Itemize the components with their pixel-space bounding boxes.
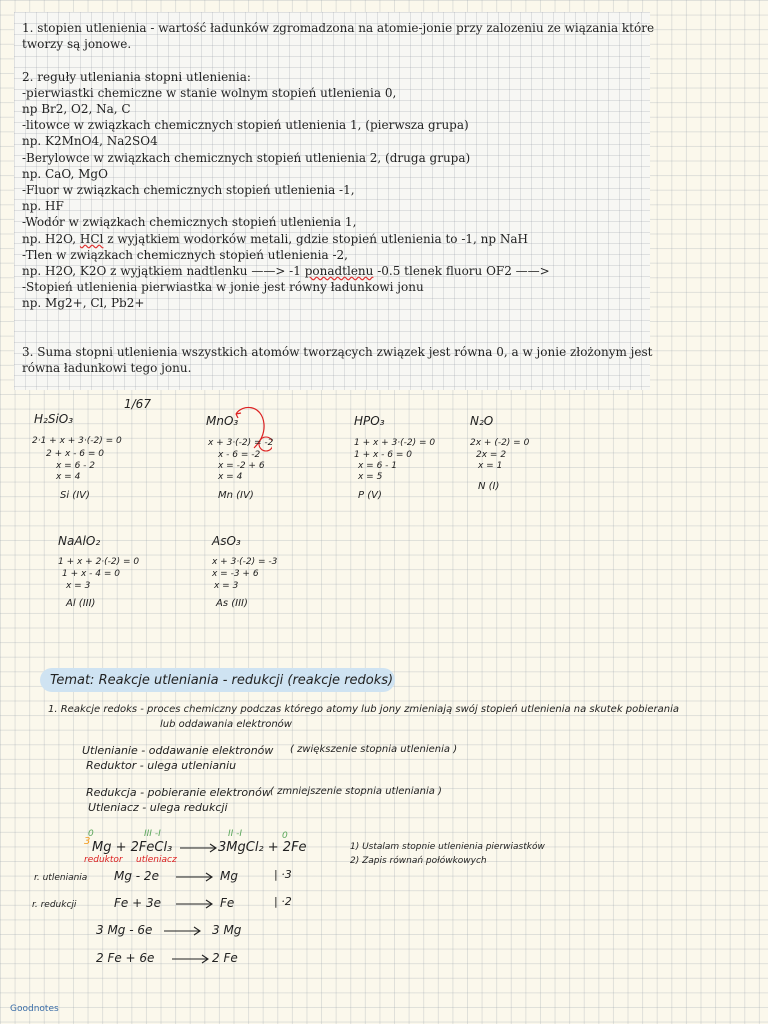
compound-result: N (I) [478,481,500,492]
note-line: -Stopień utlenienia pierwiastka w jonie jest równy ładunkowi jonu [22,280,424,295]
definition-line: lub oddawania elektronów [160,719,292,730]
calc-line: x = 3 [214,581,239,591]
step-note: 1) Ustalam stopnie utlenienia pierwiastków [350,842,545,852]
compound-formula: N₂O [470,414,494,428]
note-line: -Wodór w związkach chemicznych stopień utlenienia 1, [22,215,357,230]
note-line: -Tlen w związkach chemicznych stopień utlenienia -2, [22,247,348,262]
multiplier: | ·3 [274,868,292,881]
oxidation-number: 0 [88,829,94,839]
oxidation-definition: Utlenianie - oddawanie elektronów [82,744,274,757]
note-line [22,263,642,279]
coefficient: 3 [84,836,91,847]
reducer-label: reduktor [84,855,123,865]
calc-line: x + 3·(-2) = -3 [212,557,278,567]
compound-result: Mn (IV) [218,490,254,501]
compound-formula: AsO₃ [212,534,241,548]
calc-line: 1 + x - 4 = 0 [62,569,120,579]
compound-formula: NaAlO₂ [58,534,101,548]
note-line [22,231,642,247]
oxidation-number: 0 [282,831,288,841]
equation-right: 3MgCl₂ + 2Fe [218,840,307,855]
note-line: np. Mg2+, Cl, Pb2+ [22,296,145,311]
note-line: 2. reguły utleniania stopni utlenienia: [22,69,251,84]
line-gap [22,312,642,328]
calc-line: x - 6 = -2 [218,450,261,460]
note-line: 3. Suma stopni utlenienia wszystkich atomów tworzących związek jest równa 0, a w jonie złożonym jest [22,345,653,360]
note-line: -Berylowce w związkach chemicznych stopień utlenienia 2, (druga grupa) [22,150,471,165]
note-text: np. H2O, K2O z wyjątkiem nadtlenku ——> -1 [22,264,305,279]
line-gap [22,52,642,68]
red-charge-annotation [228,404,272,456]
oxidation-number: III -I [144,829,161,839]
compound-formula: MnO₃ [206,414,239,428]
calc-line: 1 + x + 2·(-2) = 0 [58,557,140,567]
summed-half-reaction: 2 Fe + 6e [96,951,155,965]
calc-line: x = 6 - 1 [358,461,398,471]
half-reaction: Fe + 3e [114,896,161,910]
note-text: z wyjątkiem wodorków metali, gdzie stopień utlenienia to -1, np NaH [103,231,529,246]
reaction-arrow [172,953,212,965]
oxidizer-label: utleniacz [136,855,177,865]
calc-line: x = 1 [478,461,503,471]
note-line: tworzy są jonowe. [22,37,132,52]
note-text: -0.5 tlenek fluoru OF2 ——> [373,264,550,279]
calc-line: x = 4 [56,472,81,482]
note-line: np. HF [22,199,64,214]
typed-notes [14,12,655,390]
calc-line: 2 + x - 6 = 0 [46,449,104,459]
note-line: równa ładunkowi tego jonu. [22,361,192,376]
reduction-definition: Redukcja - pobieranie elektronów [86,786,271,799]
calc-line: x = -2 + 6 [218,461,265,471]
calc-line: 2x + (-2) = 0 [470,438,530,448]
calc-line: x = 3 [66,581,91,591]
definition-line: 1. Reakcje redoks - proces chemiczny podczas którego atomy lub jony zmieniają swój stopień utlenienia na skutek pobierania [48,704,680,715]
compound-formula: HPO₃ [354,414,385,428]
note-line: 1. stopien utlenienia - wartość ładunków zgromadzona na atomie-jonie przy zalozeniu ze wiązania które [22,21,655,35]
calc-line: 2·1 + x + 3·(-2) = 0 [32,436,122,446]
reducer-definition: Reduktor - ulega utlenianiu [86,759,237,772]
summed-product: 3 Mg [212,923,242,937]
summed-half-reaction: 3 Mg - 6e [96,923,153,937]
calc-line: 1 + x - 6 = 0 [354,450,412,460]
compound-result: P (V) [358,490,382,501]
note-line: -pierwiastki chemiczne w stanie wolnym stopień utlenienia 0, [22,85,397,100]
oxidation-number: II -I [228,829,243,839]
topic-title: Temat: Reakcje utleniania - redukcji (reakcje redoks) [50,673,394,688]
reaction-arrow [164,925,204,937]
page-reference: 1/67 [124,397,151,411]
oxidizer-definition: Utleniacz - ulega redukcji [88,801,228,814]
step-note: 2) Zapis równań połówkowych [350,856,487,866]
half-reaction: Mg - 2e [114,869,159,883]
reduction-note: ( zmniejszenie stopnia utleniania ) [270,786,442,797]
calc-line: 2x = 2 [476,450,507,460]
half-reaction-product: Mg [220,869,238,883]
calc-line: x = 4 [218,472,243,482]
reaction-arrow [176,898,216,910]
half-reaction-product: Fe [220,896,235,910]
spellcheck-word: HCl [79,231,104,246]
spellcheck-word: ponadtlenu [304,264,374,279]
note-line: -Fluor w związkach chemicznych stopień utlenienia -1, [22,183,355,198]
reaction-arrow [176,871,216,883]
calc-line: x = 5 [358,472,383,482]
calc-line: x = 6 - 2 [56,461,96,471]
oxidation-note: ( zwiększenie stopnia utlenienia ) [290,744,458,755]
compound-result: As (III) [216,598,248,609]
calc-line: x = -3 + 6 [212,569,259,579]
multiplier: | ·2 [274,895,292,908]
half-reaction-label: r. redukcji [32,900,77,910]
summed-product: 2 Fe [212,951,238,965]
calc-line: x + 3·(-2) = -2 [208,438,274,448]
half-reaction-label: r. utleniania [34,873,88,883]
compound-formula: H₂SiO₃ [34,412,74,426]
note-line: np. CaO, MgO [22,166,108,181]
note-line: np. K2MnO4, Na2SO4 [22,134,158,149]
equation-left: Mg + 2FeCl₃ [92,840,173,855]
calc-line: 1 + x + 3·(-2) = 0 [354,438,436,448]
note-line: np Br2, O2, Na, C [22,102,131,116]
note-text: np. H2O, [22,231,80,246]
reaction-arrow [180,842,220,854]
compound-result: Al (III) [66,598,96,609]
compound-result: Si (IV) [60,490,90,501]
line-gap [22,328,642,344]
note-line: -litowce w związkach chemicznych stopień utlenienia 1, (pierwsza grupa) [22,118,469,133]
app-watermark: Goodnotes [10,1004,59,1014]
